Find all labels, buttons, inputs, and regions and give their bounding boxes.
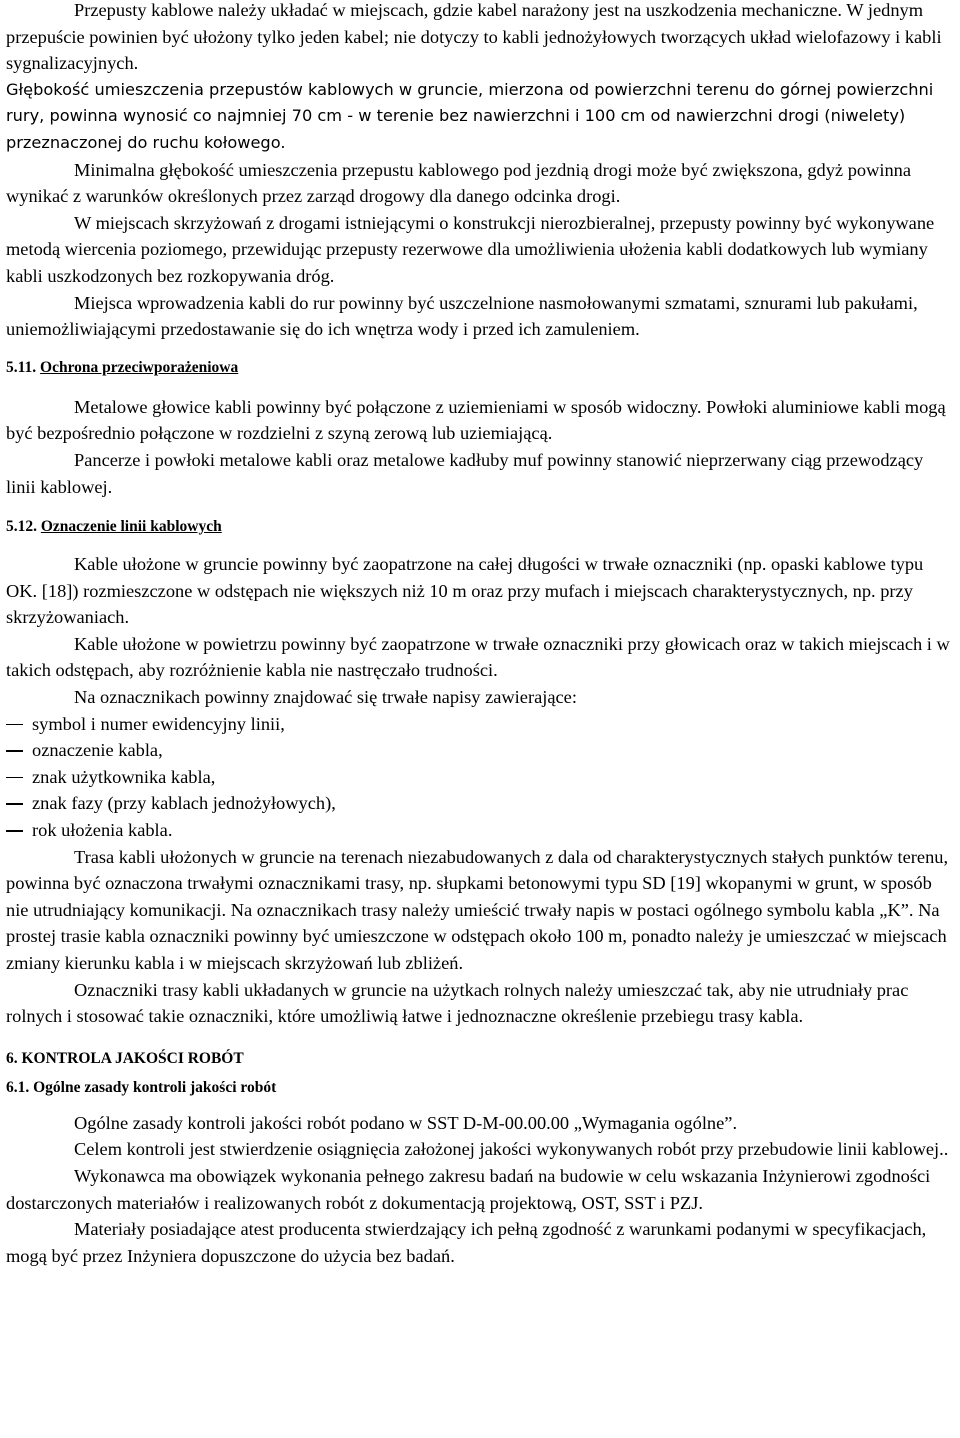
section-number: 5.12. [6,518,37,536]
dash-bullet [6,777,23,779]
paragraph-armor: Pancerze i powłoki metalowe kabli oraz metalowe kadłuby muf powinny stanowić nieprzerwany ciąg przewodzący linii kablowej. [6,449,924,497]
list-item [6,817,954,844]
list-item-text: oznaczenie kabla, [32,740,163,761]
list-item-text: symbol i numer ewidencyjny linii, [32,713,285,734]
section-heading-6-1 [6,1078,954,1098]
list-item [6,737,954,764]
section-heading-6 [6,1049,954,1069]
list-item [6,790,954,817]
paragraph-duct-depth: Głębokość umieszczenia przepustów kablowych w gruncie, mierzona od powierzchni terenu do górnej powierzchni rury, powinna wynosić co najmniej 70 cm - w terenie bez nawierzchni i 100 cm od nawierzchni drogi (niwelety) przeznaczonej do ruchu kołowego. [6,79,934,152]
section-number: 6. [6,1049,18,1067]
section-title: KONTROLA JAKOŚCI ROBÓT [21,1049,244,1067]
paragraph-cable-ducts: Przepusty kablowe należy układać w miejscach, gdzie kabel narażony jest na uszkodzenia mechaniczne. W jednym przepuście powinien być ułożony tylko jeden kabel; nie dotyczy to kabli jednożyłowych tworzących układ wielofazowy i kabli sygnalizacyjnych. [6,0,942,74]
list-item-text: znak fazy (przy kablach jednożyłowych), [32,793,336,814]
dash-bullet [6,830,23,832]
section-heading-5-11 [6,358,954,378]
dash-bullet [6,750,23,752]
section-number: 6.1. [6,1078,30,1096]
paragraph-min-depth: Minimalna głębokość umieszczenia przepustu kablowego pod jezdnią drogi może być zwiększona, gdyż powinna wynikać z warunków określonych przez zarząd drogowy dla danego odcinka drogi. [6,159,912,207]
dash-bullet [6,803,23,805]
section-heading-5-12 [6,517,954,537]
paragraph-general-rules: Ogólne zasady kontroli jakości robót podano w SST D-M-00.00.00 „Wymagania ogólne”. [74,1112,738,1133]
marker-inscriptions-list [6,711,954,844]
paragraph-certified-materials: Materiały posiadające atest producenta stwierdzający ich pełną zgodność z warunkami podanymi w specyfikacjach, mogą być przez Inżyniera dopuszczone do użycia bez badań. [6,1219,927,1266]
paragraph-route-markers: Trasa kabli ułożonych w gruncie na terenach niezabudowanych z dala od charakterystycznych stałych punktów terenu, powinna być oznaczona trwałymi oznacznikami trasy, np. słupkami betonowymi typu SD [19] wkopanymi w grunt, w sposób nie utrudniający komunikacji. Na oznacznikach trasy należy umieścić trwały napis w postaci ogólnego symbolu kabla „K”. Na prostej trasie kabla oznaczniki powinny być umieszczone w odstępach około 100 m, ponadto należy je umieszczać w miejscach zmiany kierunku kabla i w miejscach skrzyżowań lub zbliżeń. [6,846,949,973]
list-item [6,764,954,791]
list-item-text: znak użytkownika kabla, [32,766,216,787]
section-title: Ogólne zasady kontroli jakości robót [33,1078,277,1096]
paragraph-marker-inscriptions: Na oznacznikach powinny znajdować się trwałe napisy zawierające: [74,687,577,708]
section-title: Oznaczenie linii kablowych [40,518,222,536]
paragraph-farmland-markers: Oznaczniki trasy kabli układanych w gruncie na użytkach rolnych należy umieszczać tak, aby nie utrudniały prac rolnych i stosować takie oznaczniki, które umożliwią łatwe i jednoznaczne określenie przebiegu trasy kabla. [6,979,909,1027]
dash-bullet [6,724,23,726]
paragraph-ground-markers: Kable ułożone w gruncie powinny być zaopatrzone na całej długości w trwałe oznaczniki (np. opaski kablowe typu OK. [18]) rozmieszczone w odstępach nie większych niż 10 m oraz przy mufach i miejscach charakterystycznych, np. przy skrzyżowaniach. [6,554,924,628]
paragraph-duct-sealing: Miejsca wprowadzenia kabli do rur powinny być uszczelnione nasmołowanymi szmatami, sznurami lub pakułami, uniemożliwiającymi przedostawanie się do ich wnętrza wody i przed ich zamuleniem. [6,292,918,340]
paragraph-cable-heads: Metalowe głowice kabli powinny być połączone z uziemieniami w sposób widoczny. Powłoki aluminiowe kabli mogą być bezpośrednio połączone w rozdzielni z szyną zerową lub uziemiającą. [6,396,946,444]
paragraph-control-goal: Celem kontroli jest stwierdzenie osiągnięcia założonej jakości wykonywanych robót przy przebudowie linii kablowej.. [74,1139,949,1160]
list-item [6,711,954,738]
list-item-text: rok ułożenia kabla. [32,820,173,841]
paragraph-road-crossings: W miejscach skrzyżowań z drogami istniejącymi o konstrukcji nierozbieralnej, przepusty powinny być wykonywane metodą wiercenia poziomego, przewidując przepusty rezerwowe dla umożliwienia ułożenia kabli dodatkowych lub wymiany kabli uszkodzonych bez rozkopywania dróg. [6,212,935,286]
section-title: Ochrona przeciwporażeniowa [40,358,239,376]
paragraph-contractor-duty: Wykonawca ma obowiązek wykonania pełnego zakresu badań na budowie w celu wskazania Inżynierowi zgodności dostarczonych materiałów i realizowanych robót z dokumentacją projektową, OST, SST i PZJ. [6,1165,931,1213]
section-number: 5.11. [6,358,37,376]
paragraph-air-markers: Kable ułożone w powietrzu powinny być zaopatrzone w trwałe oznaczniki przy głowicach oraz w takich miejscach i w takich odstępach, aby rozróżnienie kabla nie nastręczało trudności. [6,633,950,681]
